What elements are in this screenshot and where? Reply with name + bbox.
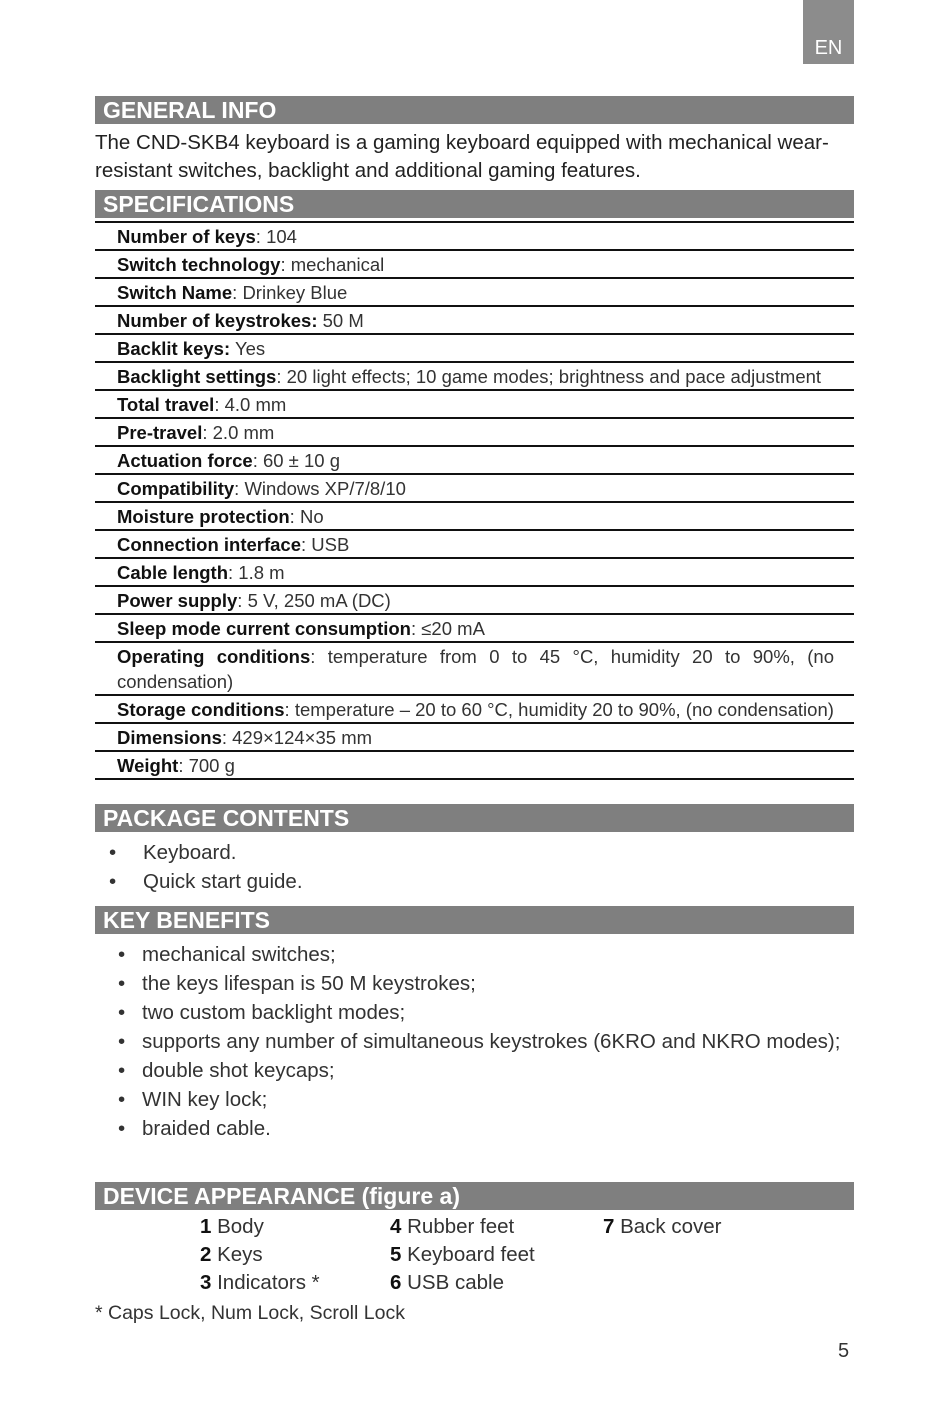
spec-value: temperature – 20 to 60 °C, humidity 20 to 90%, (no condensation) [294, 699, 834, 720]
bullet-icon: • [109, 841, 117, 864]
spec-value: USB [311, 534, 350, 555]
spec-row: Backlight settings: 20 light effects; 10 game modes; brightness and pace adjustment [95, 361, 854, 389]
list-item: • two custom backlight modes; [116, 998, 856, 1027]
part-item: 4 Rubber feet [390, 1215, 515, 1238]
spec-label: Compatibility [117, 478, 235, 499]
spec-value: 4.0 mm [224, 394, 287, 415]
spec-label: Number of keystrokes: [117, 310, 318, 331]
footnote: * Caps Lock, Num Lock, Scroll Lock [95, 1302, 405, 1324]
key-benefits-list [116, 940, 856, 1143]
bullet-icon: • [118, 1059, 126, 1082]
spec-label: Power supply [117, 590, 238, 611]
spec-value: Yes [234, 338, 266, 359]
spec-value: mechanical [290, 254, 385, 275]
spec-row: Operating conditions: temperature from 0 to 45 °C, humidity 20 to 90%, (no condensation) [95, 641, 854, 694]
spec-row: Number of keys: 104 [95, 221, 854, 249]
spec-row [95, 333, 854, 361]
general-info-heading: GENERAL INFO [95, 96, 854, 124]
language-tab: EN [803, 0, 854, 64]
list-item: • double shot keycaps; [116, 1056, 856, 1085]
spec-row: Total travel: 4.0 mm [95, 389, 854, 417]
spec-label: Number of keys [117, 226, 256, 247]
spec-label: Total travel [117, 394, 215, 415]
bullet-icon: • [118, 1030, 126, 1053]
spec-value: Windows XP/7/8/10 [244, 478, 406, 499]
spec-row: Moisture protection: No [95, 501, 854, 529]
device-appearance-heading: DEVICE APPEARANCE (figure a) [95, 1182, 854, 1210]
spec-label: Switch Name [117, 282, 233, 303]
spec-row: Storage conditions: temperature – 20 to 60 °C, humidity 20 to 90%, (no condensation) [95, 694, 854, 722]
spec-row [95, 305, 854, 333]
spec-row: Actuation force: 60 ± 10 g [95, 445, 854, 473]
general-info-text: The CND-SKB4 keyboard is a gaming keyboard equipped with mechanical wear-resistant switches, backlight and additional gaming features. [95, 131, 829, 182]
bullet-icon: • [118, 1117, 126, 1140]
spec-label: Operating conditions [117, 646, 311, 667]
key-benefits-heading: KEY BENEFITS [95, 906, 854, 934]
specifications-list [95, 221, 854, 780]
bullet-icon: • [118, 943, 126, 966]
bullet-icon: • [109, 870, 117, 893]
spec-row: Pre-travel: 2.0 mm [95, 417, 854, 445]
spec-row: Power supply: 5 V, 250 mA (DC) [95, 585, 854, 613]
bullet-icon: • [118, 972, 126, 995]
part-item: 2 Keys [200, 1243, 263, 1266]
spec-label: Moisture protection [117, 506, 290, 527]
spec-value: 104 [266, 226, 297, 247]
spec-value: 50 M [322, 310, 364, 331]
spec-row: Switch technology: mechanical [95, 249, 854, 277]
spec-label: Pre-travel [117, 422, 203, 443]
spec-value: 700 g [188, 755, 235, 776]
page-number: 5 [838, 1340, 850, 1362]
spec-value: 2.0 mm [212, 422, 275, 443]
spec-value: Drinkey Blue [242, 282, 348, 303]
spec-label: Connection interface [117, 534, 301, 555]
part-item: 5 Keyboard feet [390, 1243, 535, 1266]
spec-row: Switch Name: Drinkey Blue [95, 277, 854, 305]
package-contents-list [105, 838, 855, 896]
spec-row: Cable length: 1.8 m [95, 557, 854, 585]
spec-value: 5 V, 250 mA (DC) [247, 590, 391, 611]
spec-label: Switch technology [117, 254, 281, 275]
spec-value: 1.8 m [238, 562, 285, 583]
spec-label: Sleep mode current consumption [117, 618, 411, 639]
spec-label: Backlit keys: [117, 338, 231, 359]
spec-value: 429×124×35 mm [232, 727, 373, 748]
list-item: • Keyboard. [105, 838, 855, 867]
spec-value: No [299, 506, 324, 527]
spec-value: temperature from 0 to 45 °C, humidity 20 to 90%, (no condensation) [117, 646, 835, 692]
part-item: 1 Body [200, 1215, 264, 1238]
list-item: • the keys lifespan is 50 M keystrokes; [116, 969, 856, 998]
list-item: • braided cable. [116, 1114, 856, 1143]
bullet-icon: • [118, 1088, 126, 1111]
list-item: • supports any number of simultaneous keystrokes (6KRO and NKRO modes); [116, 1027, 856, 1056]
spec-label: Storage conditions [117, 699, 285, 720]
spec-row: Dimensions: 429×124×35 mm [95, 722, 854, 750]
package-contents-heading: PACKAGE CONTENTS [95, 804, 854, 832]
spec-row: Compatibility: Windows XP/7/8/10 [95, 473, 854, 501]
spec-row: Connection interface: USB [95, 529, 854, 557]
spec-label: Backlight settings [117, 366, 277, 387]
spec-label: Weight [117, 755, 179, 776]
list-item: • WIN key lock; [116, 1085, 856, 1114]
spec-row: Weight: 700 g [95, 750, 854, 780]
specifications-heading: SPECIFICATIONS [95, 190, 854, 218]
spec-row: Sleep mode current consumption: ≤20 mA [95, 613, 854, 641]
spec-value: ≤20 mA [421, 618, 485, 639]
part-item: 6 USB cable [390, 1271, 504, 1294]
spec-label: Actuation force [117, 450, 253, 471]
spec-label: Dimensions [117, 727, 222, 748]
spec-value: 20 light effects; 10 game modes; brightness and pace adjustment [286, 366, 822, 387]
part-item: 3 Indicators * [200, 1271, 320, 1294]
list-item: • mechanical switches; [116, 940, 856, 969]
spec-value: 60 ± 10 g [262, 450, 340, 471]
part-item: 7 Back cover [603, 1215, 722, 1238]
list-item: • Quick start guide. [105, 867, 855, 896]
spec-label: Cable length [117, 562, 229, 583]
bullet-icon: • [118, 1001, 126, 1024]
